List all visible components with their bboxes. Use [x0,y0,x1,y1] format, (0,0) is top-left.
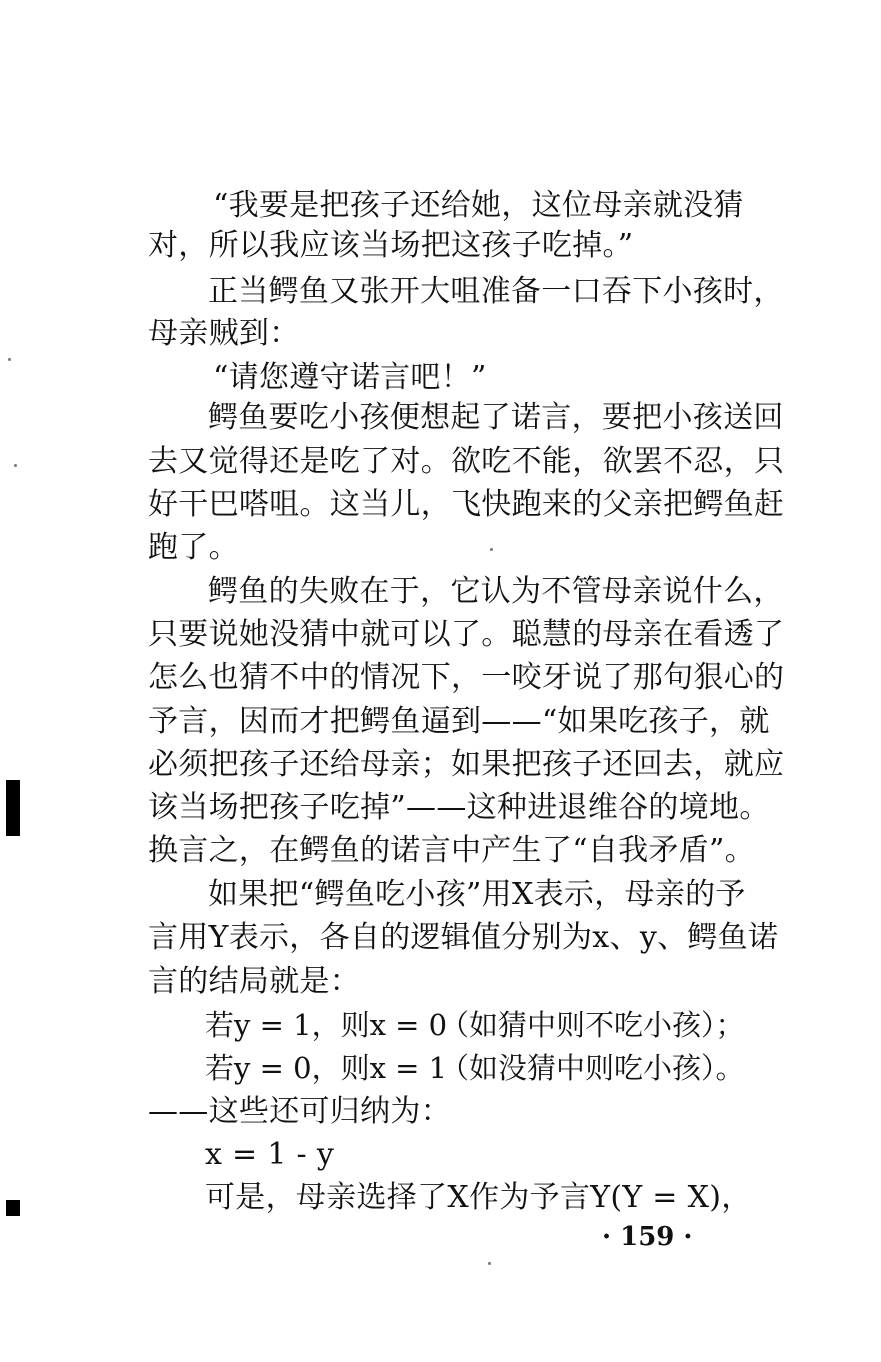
text-line-12: 怎么也猜不中的情况下，一咬牙说了那句狠心的 [148,660,785,695]
summary-line: ——这些还可归纳为： [148,1094,451,1129]
scan-margin-block [6,1200,20,1216]
text-line-17: 如果把“鳄鱼吃小孩”用X表示，母亲的予 [208,877,746,912]
text-line-9: 跑了。 [148,530,239,565]
formula-expression: 若y = 0，则x = 1 [205,1051,448,1085]
text-line-last: 可是，母亲选择了X作为予言Y(Y = X)， [205,1180,752,1215]
text-line-14: 必须把孩子还给母亲；如果把孩子还回去，就应 [148,747,785,782]
text-line-5: “请您遵守诺言吧！” [213,360,487,395]
text-line-10: 鳄鱼的失败在于，它认为不管母亲说什么， [208,574,784,609]
scan-speck [490,548,493,551]
text-line-6: 鳄鱼要吃小孩便想起了诺言，要把小孩送回 [208,400,784,435]
text-line-3: 正当鳄鱼又张开大咀准备一口吞下小孩时， [208,274,784,309]
formula-note: （如猜中则不吃小孩）； [440,1008,745,1042]
equation: x = 1 - y [205,1137,335,1172]
text-line-13: 予言，因而才把鳄鱼逼到——“如果吃孩子，就 [148,704,770,739]
text-line-19: 言的结局就是： [148,964,361,999]
scan-speck [8,358,11,361]
text-line-16: 换言之，在鳄鱼的诺言中产生了“自我矛盾”。 [148,833,755,868]
scan-margin-bar [6,780,20,836]
text-line-18: 言用Y表示，各自的逻辑值分别为x、y、鳄鱼诺 [148,920,779,955]
text-line-4: 母亲贼到： [148,316,300,351]
text-line-11: 只要说她没猜中就可以了。聪慧的母亲在看透了 [148,617,785,652]
text-line-7: 去又觉得还是吃了对。欲吃不能，欲罢不忍，只 [148,444,785,479]
formula-expression: 若y = 1，则x = 0 [205,1008,448,1042]
text-line-8: 好干巴嗒咀。这当儿，飞快跑来的父亲把鳄鱼赶 [148,487,785,522]
text-line-2: 对，所以我应该当场把这孩子吃掉。” [148,228,634,263]
text-line-1: “我要是把孩子还给她，这位母亲就没猜 [213,188,744,223]
formula-note: （如没猜中则吃小孩）。 [440,1051,745,1085]
page-number: · 159 · [602,1222,693,1252]
text-line-15: 该当场把孩子吃掉”——这种进退维谷的境地。 [148,790,770,825]
scan-speck [488,1262,491,1265]
scan-speck [14,464,17,467]
